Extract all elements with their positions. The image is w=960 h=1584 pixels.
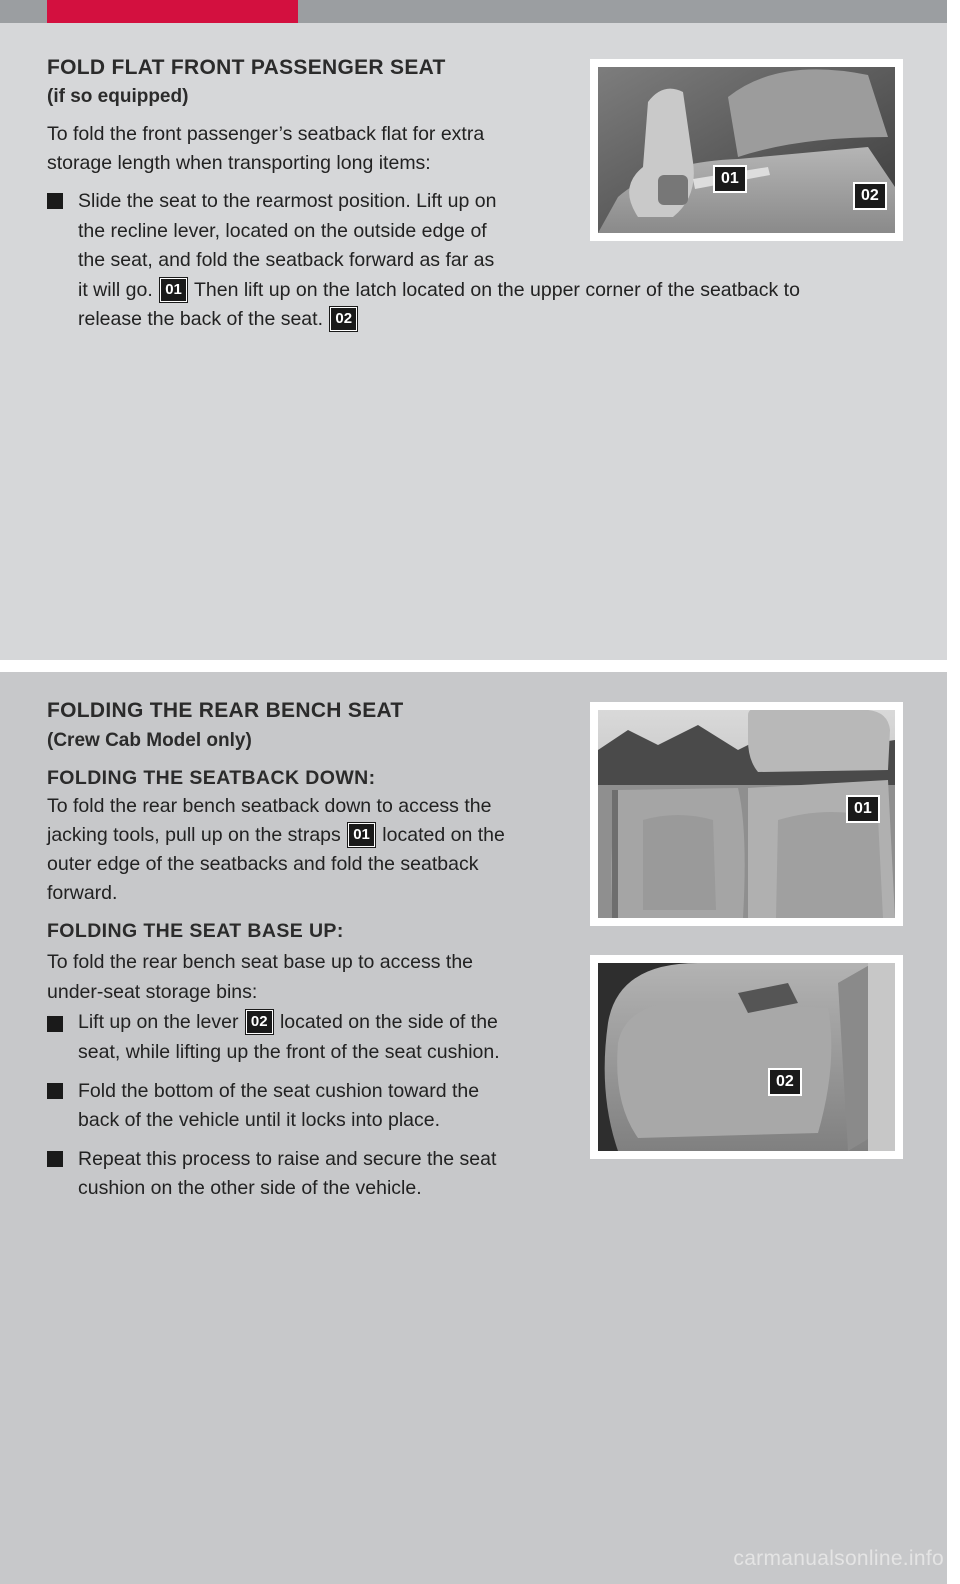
watermark: carmanualsonline.info [733, 1547, 944, 1570]
photo-callout-02: 02 [853, 182, 887, 210]
instruction-text: back of the vehicle until it locks into place. [78, 1109, 441, 1131]
section-subtitle: (Crew Cab Model only) [47, 730, 252, 751]
seat-image [598, 67, 895, 233]
body-text: To fold the rear bench seatback down to access the [47, 795, 492, 817]
bullet-icon [47, 1083, 63, 1099]
body-text: outer edge of the seatbacks and fold the seatback [47, 853, 479, 875]
bullet-icon [47, 193, 63, 209]
instruction-text: cushion on the other side of the vehicle. [78, 1177, 422, 1199]
page-edge [947, 0, 960, 1584]
instruction-text: Lift up on the lever 02 located on the side of the [78, 1011, 498, 1033]
instruction-text: the seat, and fold the seatback forward as far as [78, 249, 495, 271]
body-text: under-seat storage bins: [47, 981, 258, 1003]
front-seat-photo [590, 59, 903, 241]
section-title: FOLD FLAT FRONT PASSENGER SEAT [47, 56, 446, 79]
bullet-icon [47, 1151, 63, 1167]
rear-seat-base-photo [590, 955, 903, 1159]
instruction-text: Fold the bottom of the seat cushion toward the [78, 1080, 480, 1102]
intro-text: storage length when transporting long items: [47, 152, 431, 174]
instruction-text: release the back of the seat. 02 [78, 305, 359, 335]
body-text: To fold the rear bench seat base up to access the [47, 951, 474, 973]
instruction-text: Repeat this process to raise and secure the seat [78, 1148, 497, 1170]
instruction-text: seat, while lifting up the front of the seat cushion. [78, 1041, 500, 1063]
callout-badge: 01 [348, 823, 375, 847]
subheading-seatback-down: FOLDING THE SEATBACK DOWN: [47, 767, 376, 789]
photo-callout-01: 01 [846, 795, 880, 823]
subheading-seat-base-up: FOLDING THE SEAT BASE UP: [47, 920, 344, 942]
instruction-text: it will go. 01 Then lift up on the latch located on the upper corner of the seatback to [78, 279, 800, 301]
section-tab [47, 0, 298, 23]
bullet-icon [47, 1016, 63, 1032]
body-text: jacking tools, pull up on the straps 01 located on the [47, 824, 505, 846]
section-title: FOLDING THE REAR BENCH SEAT [47, 699, 404, 722]
callout-badge: 02 [330, 307, 357, 331]
instruction-text: Slide the seat to the rearmost position. Lift up on [78, 190, 497, 212]
body-text: forward. [47, 882, 118, 904]
instruction-text: the recline lever, located on the outside edge of [78, 220, 487, 242]
seat-image [598, 963, 895, 1151]
photo-callout-01: 01 [713, 165, 747, 193]
callout-badge: 01 [160, 278, 187, 302]
callout-badge: 02 [246, 1010, 273, 1034]
intro-text: To fold the front passenger’s seatback flat for extra [47, 123, 485, 145]
rear-seatback-photo [590, 702, 903, 926]
section-subtitle: (if so equipped) [47, 86, 189, 107]
photo-callout-02: 02 [768, 1068, 802, 1096]
